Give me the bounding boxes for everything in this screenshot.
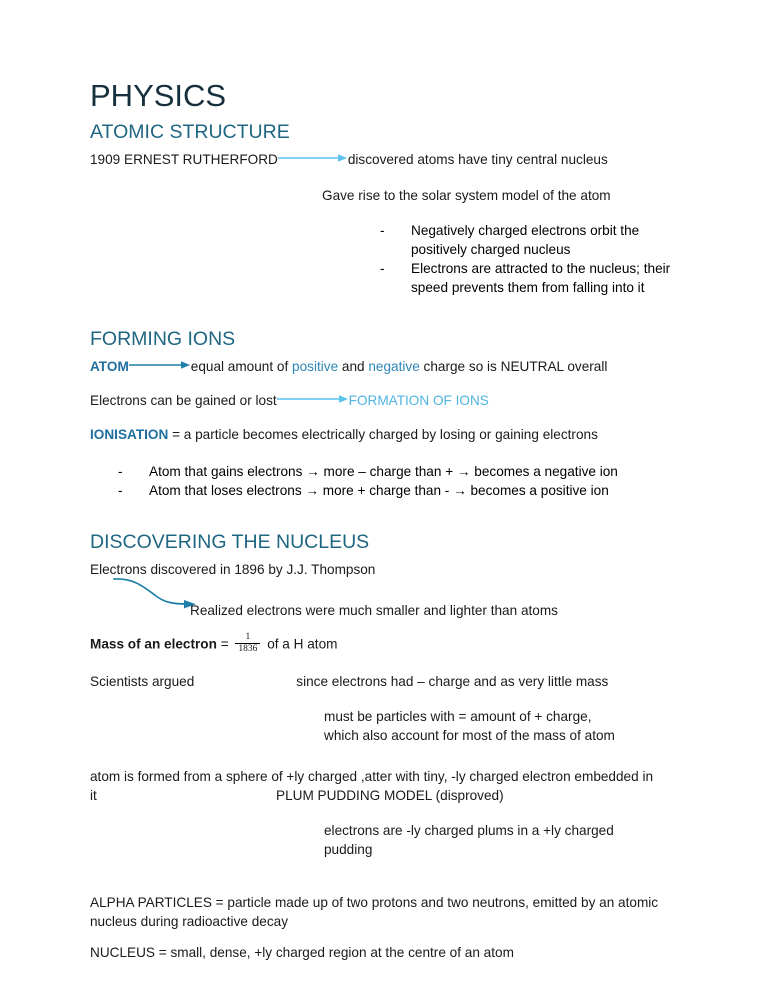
- spacer: [90, 805, 676, 821]
- atom-text-b: and: [338, 358, 369, 374]
- atom-line: [90, 357, 676, 377]
- section-heading-discovering-the-nucleus: DISCOVERING THE NUCLEUS: [90, 530, 370, 553]
- atomic-structure-bullet-list: [380, 221, 676, 297]
- definition-alpha-particles: ALPHA PARTICLES = particle made up of two protons and two neutrons, emitted by an atomic nucleus during radioactive decay: [90, 894, 659, 929]
- realized-line: Realized electrons were much smaller and lighter than atoms: [190, 602, 558, 618]
- formation-of-ions-label: FORMATION OF IONS: [348, 392, 489, 408]
- spacer: [90, 656, 676, 672]
- scientists-argued-label: Scientists argued: [90, 673, 195, 689]
- spacer: [90, 297, 676, 327]
- mass-suffix: of a H atom: [263, 636, 338, 652]
- atom-label: ATOM: [90, 358, 129, 374]
- mass-of-electron-line: [90, 631, 676, 656]
- negative-word: negative: [368, 358, 420, 374]
- ionisation-definition: = a particle becomes electrically charged by losing or gaining electrons: [168, 426, 598, 442]
- scientists-argued-line: [90, 672, 676, 691]
- atom-text-c: charge so is NEUTRAL overall: [419, 358, 608, 374]
- must-be-particles-line: must be particles with = amount of + charge, which also account for most of the mass of atom: [324, 708, 615, 743]
- list-item-text: Electrons are attracted to the nucleus; their speed prevents them from falling into it: [411, 260, 671, 295]
- list-item: [118, 481, 676, 500]
- thompson-line: Electrons discovered in 1896 by J.J. Thompson: [90, 561, 376, 577]
- spacer: [90, 500, 676, 530]
- list-item: [380, 221, 676, 259]
- ionisation-line: [90, 425, 676, 444]
- right-arrow-light-icon: [278, 150, 348, 169]
- spacer: [90, 745, 676, 767]
- scientists-argued-reason: since electrons had – charge and as very little mass: [296, 673, 609, 689]
- electrons-gained-lost-line: [90, 391, 676, 411]
- list-item: [118, 462, 676, 481]
- mass-equals: =: [216, 636, 233, 652]
- bullet-dash: -: [380, 222, 385, 238]
- section-heading-atomic-structure: ATOMIC STRUCTURE: [90, 121, 290, 143]
- spacer: [90, 859, 676, 893]
- definition-nucleus: NUCLEUS = small, dense, +ly charged region at the centre of an atom: [90, 944, 514, 960]
- rutherford-line: [90, 150, 676, 170]
- bullet-dash: -: [380, 260, 385, 276]
- mass-of-electron-label: Mass of an electron: [90, 636, 217, 652]
- fraction-one-over-1836: [235, 633, 260, 655]
- bullet-dash: -: [118, 482, 123, 498]
- spacer: [90, 411, 676, 425]
- spacer: [90, 691, 676, 707]
- forming-ions-bullet-list: [90, 462, 676, 500]
- rutherford-label: 1909 ERNEST RUTHERFORD: [90, 152, 278, 167]
- spacer: [90, 444, 676, 462]
- atom-text-a: equal amount of: [190, 358, 293, 374]
- spacer: [90, 620, 676, 634]
- spacer: [90, 931, 676, 943]
- list-item-text: Atom that loses electrons → more + charge than - → becomes a positive ion: [149, 482, 609, 498]
- fraction-denominator: 1836: [238, 644, 258, 655]
- section-heading-forming-ions: FORMING IONS: [90, 327, 236, 350]
- right-arrow-light-icon: [277, 391, 349, 410]
- plum-pudding-model-label: PLUM PUDDING MODEL (disproved): [276, 787, 504, 803]
- fraction-numerator: 1: [235, 633, 260, 645]
- spacer: [90, 377, 676, 391]
- document-body: [90, 78, 676, 962]
- right-arrow-dark-icon: [129, 357, 191, 376]
- list-item-text: Atom that gains electrons → more – charge than + → becomes a negative ion: [149, 463, 618, 479]
- electrons-gained-lost-label: Electrons can be gained or lost: [90, 392, 277, 408]
- plum-pudding-line-a: atom is formed from a sphere of +ly charged ,atter with tiny, -ly charged electron embedded in it: [90, 768, 654, 803]
- spacer: [90, 170, 676, 186]
- rutherford-result: discovered atoms have tiny central nucleus: [347, 152, 608, 167]
- spacer: [90, 205, 676, 221]
- solar-model-line: Gave rise to the solar system model of the atom: [322, 187, 611, 203]
- ionisation-label: IONISATION: [90, 426, 169, 442]
- bullet-dash: -: [118, 463, 123, 479]
- list-item: [380, 259, 676, 297]
- list-item-text: Negatively charged electrons orbit the positively charged nucleus: [411, 222, 640, 257]
- page-title: PHYSICS: [90, 78, 227, 113]
- positive-word: positive: [292, 358, 339, 374]
- plum-pudding-description: electrons are -ly charged plums in a +ly charged pudding: [324, 822, 614, 857]
